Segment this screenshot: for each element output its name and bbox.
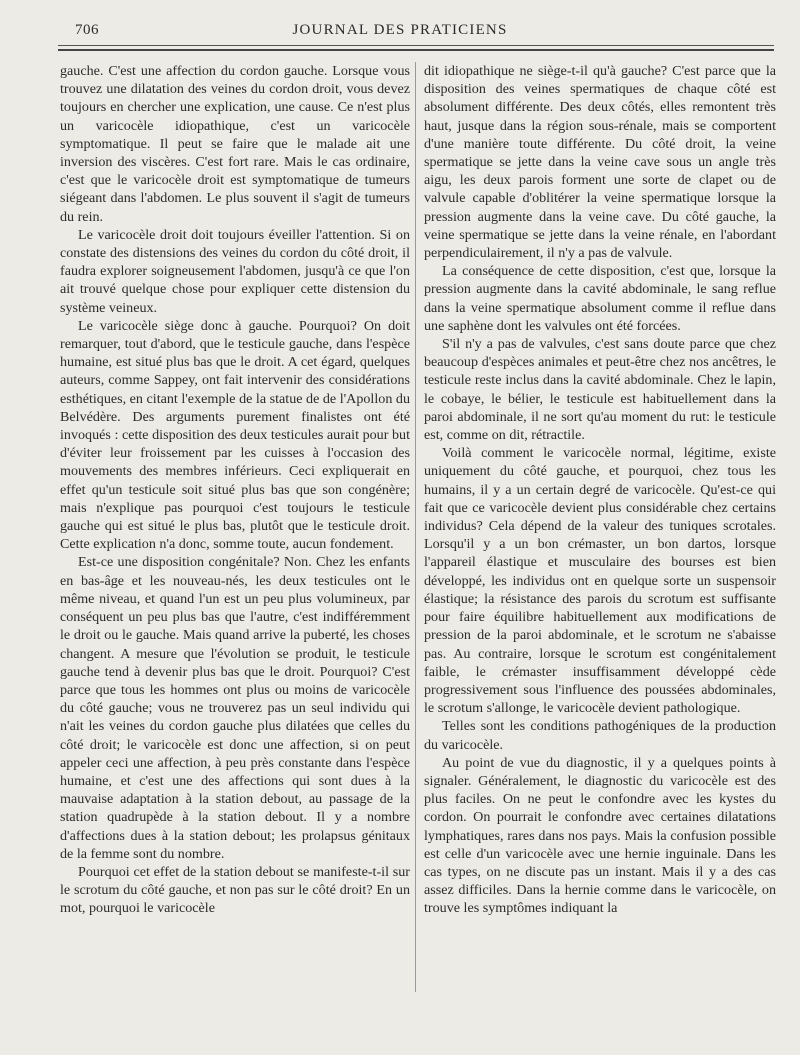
paragraph: La conséquence de cette disposition, c'est que, lorsque la pression augmente dans la cavité abdominale, le sang reflue dans la veine spermatique absolument comme il reflue dans une saphène dont les valvules ont été forcées.	[424, 263, 776, 334]
paragraph: dit idiopathique ne siège-t-il qu'à gauche? C'est parce que la disposition des veines spermatiques de chaque côté est absolument différente. Des deux côtés, elles remontent très haut, jusque dans la région sous-rénale, mais se comportent d'une manière toute différente. Du côté droit, la veine spermatique se jette dans la veine cave sous un angle très aigu, les deux parois forment une sorte de clapet ou de valvule capable d'oblitérer la veine spermatique lorsque la pression augmente dans la veine cave. Du côté gauche, la veine spermatique se jette dans la veine rénale, en l'abordant perpendiculairement, il n'y a pas de valvule.	[424, 63, 776, 262]
paragraph: Au point de vue du diagnostic, il y a quelques points à signaler. Généralement, le diagnostic du varicocèle est des plus faciles. On ne peut le confondre avec les kystes du cordon. On pourrait le confondre avec certaines dilatations lymphatiques, rares dans nos pays. Mais la confusion possible est celle d'un varicocèle avec une hernie inguinale. Dans les cas types, on ne discute pas un instant. Mais il y a des cas assez difficiles. Dans la hernie comme dans le varicocèle, on trouve les symptômes indiquant la	[424, 754, 776, 917]
paragraph: Est-ce une disposition congénitale? Non. Chez les enfants en bas-âge et les nouveau-nés, les deux testicules ont le même niveau, et quand l'un est un peu plus volumineux, par conséquent un peu plus bas que l'autre, c'est indifféremment le droit ou le gauche. Mais quand arrive la puberté, les choses changent. A mesure que l'évolution se produit, le testicule gauche tend à devenir plus bas que le droit. Pourquoi? C'est parce que tous les hommes ont plus ou moins de varicocèle du côté gauche; vous ne trouverez pas un seul individu qui n'ait les veines du cordon gauche plus dilatées que celles du côté droit; le varicocèle est donc une affection, si on peut appeler ceci une affection, à peu près constante dans l'espèce humaine, et c'est une des affections qui sont dues à la mauvaise adaptation à la station debout, au passage de la station quadrupède à la station debout. Il y a nombre d'affections dues à la station debout; les prolapsus génitaux de la femme sont du nombre.	[60, 554, 410, 862]
right-column	[424, 62, 776, 918]
paragraph: gauche. C'est une affection du cordon gauche. Lorsque vous trouvez une dilatation des veines du cordon droit, vous devez toujours en chercher une explication, une cause. Ce n'est plus un varicocèle idiopathique, c'est un varicocèle symptomatique. Il peut se faire que le malade ait une inversion des viscères. C'est fort rare. Mais le cas ordinaire, c'est que le varicocèle droit est symptomatique de tumeurs siégeant dans l'abdomen. Le plus souvent il s'agit de tumeurs du rein.	[60, 63, 410, 225]
paragraph: Le varicocèle droit doit toujours éveiller l'attention. Si on constate des distensions des veines du cordon du côté droit, il faudra explorer soigneusement l'abdomen, jusqu'à ce que l'on ait trouvé quelque chose pour expliquer cette distension du système veineux.	[60, 226, 410, 316]
running-title: JOURNAL DES PRATICIENS	[292, 22, 508, 38]
paragraph: Pourquoi cet effet de la station debout se manifeste-t-il sur le scrotum du côté gauche, et non pas sur le côté droit? En un mot, pourquoi le varicocèle	[60, 863, 410, 917]
paragraph: Telles sont les conditions pathogéniques de la production du varicocèle.	[424, 718, 776, 753]
column-divider	[415, 62, 416, 992]
left-column	[60, 62, 410, 918]
paragraph: Le varicocèle siège donc à gauche. Pourquoi? On doit remarquer, tout d'abord, que le testicule gauche, dans l'espèce humaine, est situé plus bas que le droit. A cet égard, quelques auteurs, comme Sappey, ont fait intervenir des considérations esthétiques, en citant l'exemple de la statue de de l'Apollon du Belvédère. Des arguments purement finalistes ont été invoqués : cette disposition des deux testicules aurait pour but d'éviter leur froissement par les cuisses à l'occasion des mouvements des membres inférieurs. Ceci expliquerait en effet qu'un testicule soit situé plus bas que son congénère; mais n'explique pas pourquoi c'est toujours le testicule gauche qui est situé le plus bas, plutôt que le testicule droit. Cette explication n'a donc, somme toute, aucun fondement.	[60, 317, 410, 553]
page-header	[0, 0, 800, 50]
page-number: 706	[75, 22, 99, 38]
paragraph: S'il n'y a pas de valvules, c'est sans doute parce que chez beaucoup d'espèces animales et peut-être chez nos ancêtres, le testicule reste inclus dans la cavité abdominale. Chez le lapin, le cobaye, le bélier, le testicule est habituellement dans la paroi abdominale, il ne sort qu'au moment du rut: le testicule est, comme on dit, rétractile.	[424, 336, 776, 444]
paragraph: Voilà comment le varicocèle normal, légitime, existe uniquement du côté gauche, et pourquoi, chez tous les humains, il y a un certain degré de varicocèle. Qu'est-ce qui fait que ce varicocèle devient plus considérable chez certains individus? Cela dépend de la valeur des tuniques scrotales. Lorsqu'il y a un bon crémaster, un bon dartos, lorsque l'appareil élastique et musculaire des bourses est bien développé, les individus ont en quelque sorte un suspensoir élastique; la résistance des parois du scrotum est suffisante pour faire équilibre habituellement aux modifications de pression de la paroi abdominale, et le scrotum ne s'abaisse pas. Au contraire, lorsque le scrotum est congénitalement faible, le crémaster insuffisamment développé cède progressivement sous l'influence des poussées abdominales, le scrotum s'allonge, le varicocèle devient pathologique.	[424, 445, 776, 717]
header-rule-thick	[58, 49, 774, 51]
header-rule	[58, 45, 774, 46]
